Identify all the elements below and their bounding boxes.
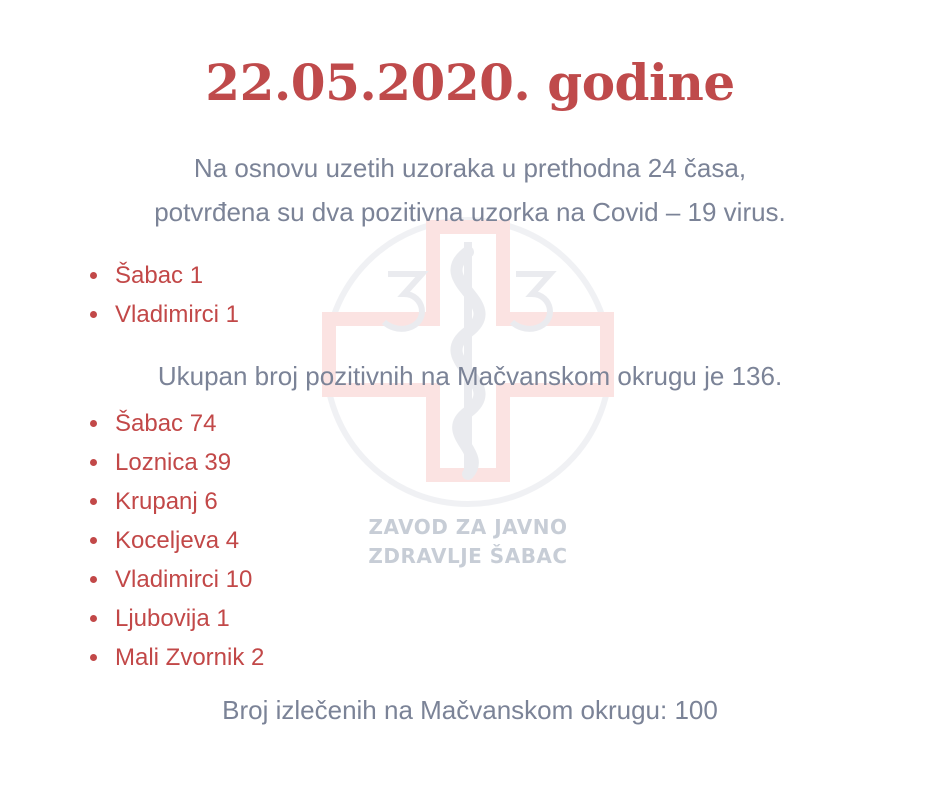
intro-line-1: Na osnovu uzetih uzoraka u prethodna 24 časa, bbox=[193, 153, 747, 183]
list-item-label: Šabac 74 bbox=[115, 410, 217, 437]
list-item bbox=[90, 638, 264, 677]
bullet-icon bbox=[90, 420, 97, 427]
bullet-icon bbox=[90, 498, 97, 505]
bullet-icon bbox=[90, 654, 97, 661]
list-item-label: Vladimirci 1 bbox=[115, 301, 240, 328]
list-item-label: Koceljeva 4 bbox=[115, 527, 240, 554]
new-cases-list bbox=[90, 256, 239, 334]
list-item bbox=[90, 295, 239, 334]
list-item bbox=[90, 599, 264, 638]
recovered-text: Broj izlečenih na Mačvanskom okrugu: 100 bbox=[222, 695, 718, 725]
watermark-text-line2: ZDRAVLJE ŠABAC bbox=[368, 544, 568, 568]
list-item-label: Šabac 1 bbox=[115, 262, 204, 289]
list-item-label: Vladimirci 10 bbox=[115, 566, 253, 593]
intro-line-2: potvrđena su dva pozitivna uzorka na Covid – 19 virus. bbox=[154, 197, 786, 227]
list-item bbox=[90, 521, 264, 560]
logo-left-3 bbox=[384, 274, 422, 329]
logo-cross-cutout bbox=[336, 234, 600, 468]
list-item bbox=[90, 443, 264, 482]
bullet-icon bbox=[90, 459, 97, 466]
list-item-label: Krupanj 6 bbox=[115, 488, 218, 515]
bullet-icon bbox=[90, 311, 97, 318]
intro-paragraph bbox=[0, 146, 940, 234]
list-item-label: Loznica 39 bbox=[115, 449, 232, 476]
total-cases-list bbox=[90, 404, 264, 677]
list-item bbox=[90, 560, 264, 599]
list-item-label: Mali Zvornik 2 bbox=[115, 644, 265, 671]
bullet-icon bbox=[90, 537, 97, 544]
logo-right-3 bbox=[512, 274, 550, 329]
bullet-icon bbox=[90, 272, 97, 279]
list-item bbox=[90, 482, 264, 521]
list-item-label: Ljubovija 1 bbox=[115, 605, 230, 632]
watermark-text-line1: ZAVOD ZA JAVNO bbox=[368, 515, 568, 539]
logo-red-cross bbox=[322, 220, 614, 482]
bullet-icon bbox=[90, 615, 97, 622]
list-item bbox=[90, 256, 239, 295]
bullet-icon bbox=[90, 576, 97, 583]
list-item bbox=[90, 404, 264, 443]
total-positive-text: Ukupan broj pozitivnih na Mačvanskom okrugu je 136. bbox=[157, 361, 783, 391]
page-title: 22.05.2020. godine bbox=[205, 53, 735, 112]
